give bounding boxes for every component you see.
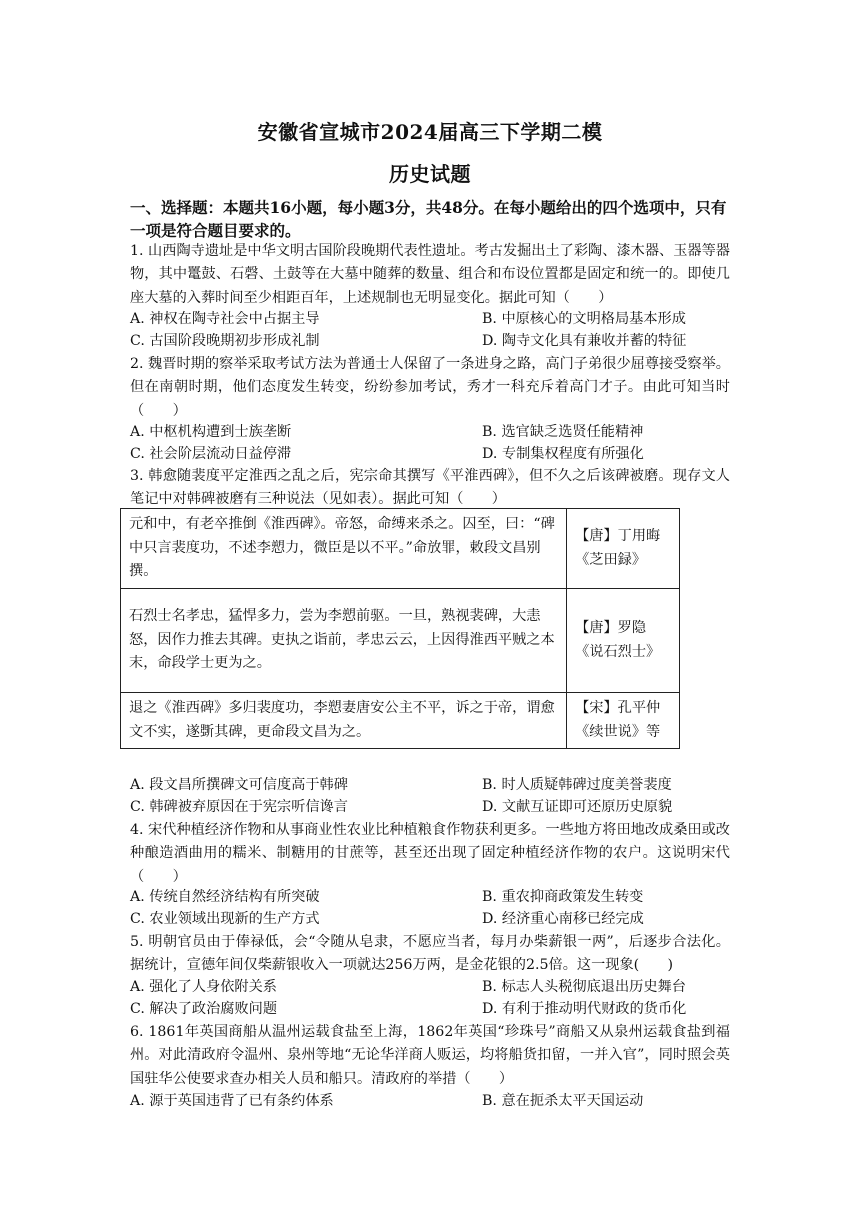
table-cell-source: 【唐】丁用晦《芝田録》 bbox=[567, 509, 680, 589]
question-5-stem: 5. 明朝官员由于俸禄低，会“令随从皂隶，不愿应当者，每月办柴薪银一两”，后逐步合法化。据统计，宣德年间仅柴薪银收入一项就达256万两，是金花银的2.5倍。这一现象( ) bbox=[130, 934, 730, 974]
question-4-option-c: C. 农业领域出现新的生产方式 bbox=[130, 911, 320, 927]
page-subtitle: 历史试题 bbox=[389, 162, 471, 186]
table-cell-text: 退之《淮西碑》多归裴度功，李愬妻唐安公主不平，诉之于帝，谓愈文不实，遂斲其碑，更命段文昌为之。 bbox=[121, 693, 567, 749]
question-3-option-d: D. 文献互证即可还原历史原貌 bbox=[482, 799, 673, 815]
question-1-option-a: A. 神权在陶寺社会中占据主导 bbox=[130, 311, 320, 327]
question-3-option-c: C. 韩碑被弃原因在于宪宗听信谗言 bbox=[130, 799, 348, 815]
question-3-option-a: A. 段文昌所撰碑文可信度高于韩碑 bbox=[130, 777, 348, 793]
question-2-option-a: A. 中枢机构遭到士族垄断 bbox=[130, 424, 292, 440]
table-row bbox=[121, 509, 680, 589]
question-5-option-b: B. 标志人头税彻底退出历史舞台 bbox=[482, 979, 686, 995]
question-6-option-a: A. 源于英国违背了已有条约体系 bbox=[130, 1093, 334, 1109]
table-cell-text: 元和中，有老卒推倒《淮西碑》。帝怒，命缚来杀之。囚至，曰：“碑中只言裴度功，不述李愬力，微臣是以不平。”命放罪，敕段文昌别撰。 bbox=[121, 509, 567, 589]
question-4-option-d: D. 经济重心南移已经完成 bbox=[482, 911, 644, 927]
table-cell-source: 【宋】孔平仲《续世说》等 bbox=[567, 693, 680, 749]
question-1-option-c: C. 古国阶段晚期初步形成礼制 bbox=[130, 333, 320, 349]
question-4-option-a: A. 传统自然经济结构有所突破 bbox=[130, 889, 320, 905]
question-2-option-b: B. 选官缺乏选贤任能精神 bbox=[482, 424, 644, 440]
question-1-option-b: B. 中原核心的文明格局基本形成 bbox=[482, 311, 686, 327]
question-2-option-c: C. 社会阶层流动日益停滞 bbox=[130, 446, 292, 462]
table-cell-text: 石烈士名孝忠，猛悍多力，尝为李愬前驱。一旦，熟视裴碑，大恚怒，因作力推去其碑。吏执之诣前，孝忠云云，上因得淮西平贼之本末，命段学士更为之。 bbox=[121, 589, 567, 693]
question-3-option-b: B. 时人质疑韩碑过度美誉裴度 bbox=[482, 777, 672, 793]
table-row bbox=[121, 589, 680, 693]
question-6-option-b: B. 意在扼杀太平天国运动 bbox=[482, 1093, 644, 1109]
table-row bbox=[121, 693, 680, 749]
question-1-option-d: D. 陶寺文化具有兼收并蓄的特征 bbox=[482, 333, 687, 349]
question-2-option-d: D. 专制集权程度有所强化 bbox=[482, 446, 644, 462]
page-title: 安徽省宣城市2024届高三下学期二模 bbox=[257, 120, 603, 144]
table-cell-source: 【唐】罗隐《说石烈士》 bbox=[567, 589, 680, 693]
question-6-stem: 6. 1861年英国商船从温州运载食盐至上海，1862年英国“珍珠号”商船又从泉州运载食盐到福州。对此清政府令温州、泉州等地“无论华洋商人贩运，均将船货扣留，一并入官”，同时照会英国驻华公使要求查办相关人员和船只。清政府的举措（ ） bbox=[130, 1024, 730, 1087]
question-4-stem: 4. 宋代种植经济作物和从事商业性农业比种植粮食作物获利更多。一些地方将田地改成桑田或改种酿造酒曲用的糯米、制糖用的甘蔗等，甚至还出现了固定种植经济作物的农户。这说明宋代（ ） bbox=[130, 822, 730, 885]
source-table bbox=[120, 508, 680, 749]
question-5-option-c: C. 解决了政治腐败问题 bbox=[130, 1001, 278, 1017]
question-4-option-b: B. 重农抑商政策发生转变 bbox=[482, 889, 644, 905]
question-5-option-d: D. 有利于推动明代财政的货币化 bbox=[482, 1001, 687, 1017]
question-1-stem: 1. 山西陶寺遗址是中华文明古国阶段晚期代表性遗址。考古发掘出土了彩陶、漆木器、玉器等器物，其中鼍鼓、石磬、土鼓等在大墓中随葬的数量、组合和布设位置都是固定和统一的。即使几座大墓的入葬时间至少相距百年，上述规制也无明显变化。据此可知（ ） bbox=[130, 243, 730, 306]
question-2-stem: 2. 魏晋时期的察举采取考试方法为普通士人保留了一条进身之路，高门子弟很少屈尊接受察举。但在南朝时期，他们态度发生转变，纷纷参加考试，秀才一科充斥着高门才子。由此可知当时（ ） bbox=[130, 356, 730, 419]
section-heading: 一、选择题：本题共16小题，每小题3分，共48分。在每小题给出的四个选项中，只有一项是符合题目要求的。 bbox=[130, 198, 727, 240]
question-5-option-a: A. 强化了人身依附关系 bbox=[130, 979, 277, 995]
question-3-stem: 3. 韩愈随裴度平定淮西之乱之后，宪宗命其撰写《平淮西碑》，但不久之后该碑被磨。现存文人笔记中对韩碑被磨有三种说法（见如表）。据此可知（ ） bbox=[130, 468, 730, 508]
